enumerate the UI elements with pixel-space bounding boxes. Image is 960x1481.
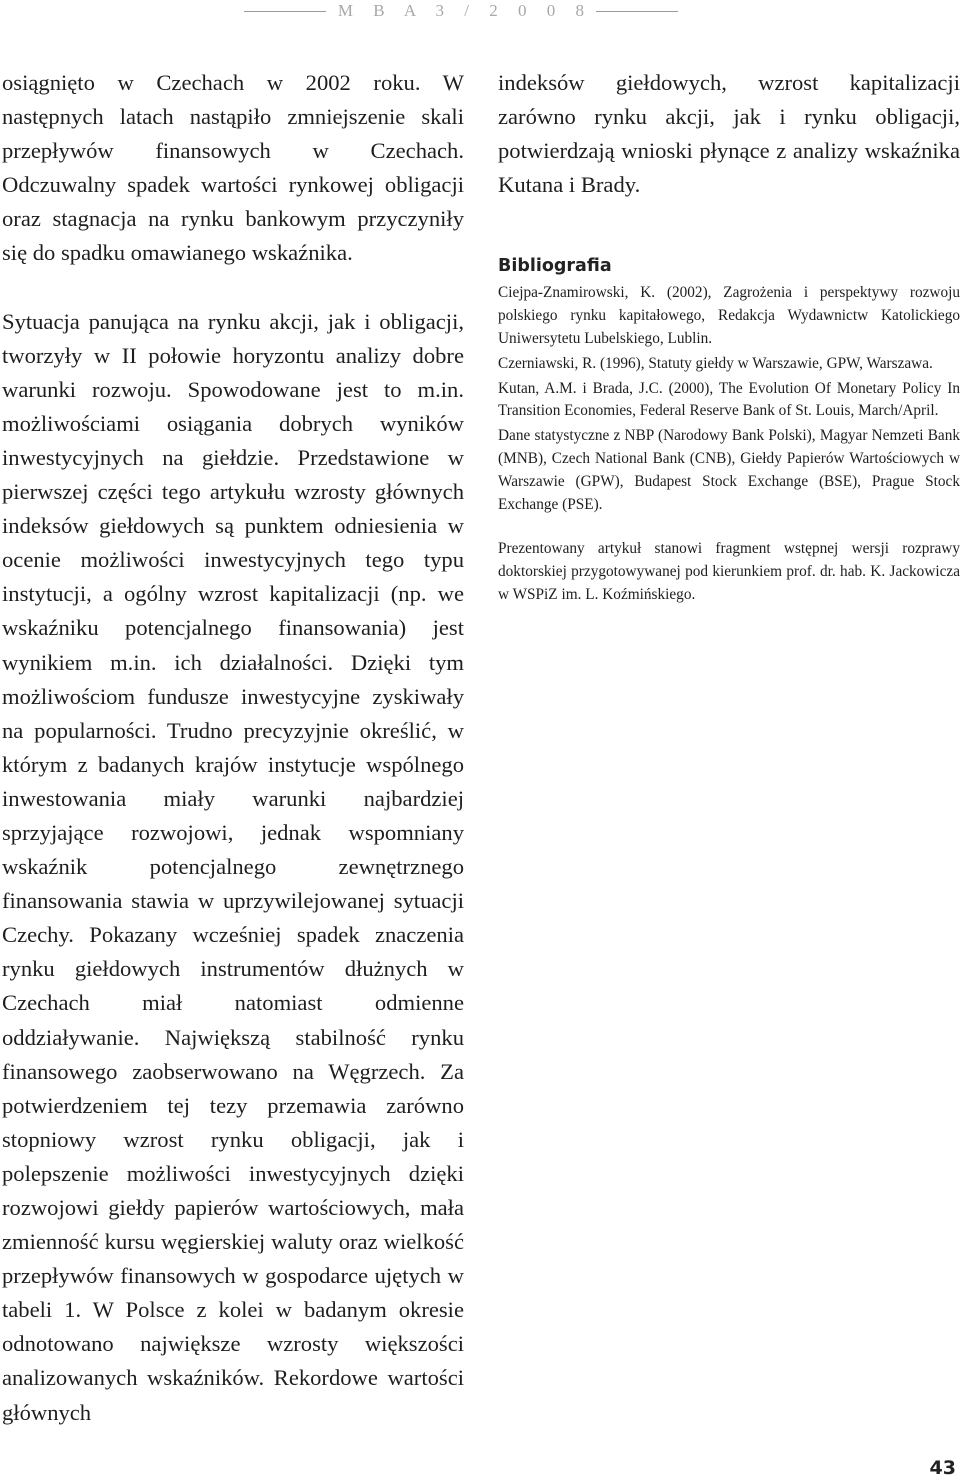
bibliography-entry: Kutan, A.M. i Brada, J.C. (2000), The Evolution Of Monetary Policy In Transition Economies, Federal Reserve Bank of St. Louis, March/April.: [498, 379, 960, 420]
journal-issue-title: M B A 3 / 2 0 0 8: [337, 1, 592, 20]
bibliography-entry: Dane statystyczne z NBP (Narodowy Bank Polski), Magyar Nemzeti Bank (MNB), Czech National Bank (CNB), Giełdy Papierów Wartościowych w Warszawie (GPW), Budapest Stock Exchange (BSE), Prague Stock Exchange (PSE).: [498, 427, 960, 513]
bibliography-list: [498, 282, 960, 516]
bibliography-entry: Ciejpa-Znamirowski, K. (2002), Zagrożenia i perspektywy rozwoju polskiego rynku kapitałowego, Redakcja Wydawnictw Katolickiego Uniwersytetu Lubelskiego, Lublin.: [498, 284, 960, 347]
author-note: Prezentowany artykuł stanowi fragment wstępnej wersji rozprawy doktorskiej przygotowywanej pod kierunkiem prof. dr. hab. K. Jackowicza w WSPiZ im. L. Koźmińskiego.: [498, 540, 960, 603]
body-paragraph: osiągnięto w Czechach w 2002 roku. W następnych latach nastąpiło zmniejszenie skali przepływów finansowych w Czechach. Odczuwalny spadek wartości rynkowej obligacji oraz stagnacja na rynku bankowym przyczyniły się do spadku omawianego wskaźnika.: [2, 70, 464, 266]
header-rule-left: [244, 11, 326, 12]
body-paragraph: Sytuacja panująca na rynku akcji, jak i obligacji, tworzyły w II połowie horyzontu analizy dobre warunki rozwoju. Spowodowane jest to m.in. możliwościami osiągania dobrych wyników inwestycyjnych na giełdzie. Przedstawione w pierwszej części tego artykułu wzrosty głównych indeksów giełdowych są punktem odniesienia w ocenie możliwości inwestycyjnych tego typu instytucji, a ogólny wzrost kapitalizacji (np. we wskaźniku potencjalnego finansowania) jest wynikiem m.in. ich działalności. Dzięki tym możliwościom fundusze inwestycyjne zyskiwały na popularności. Trudno precyzyjnie określić, w którym z badanych krajów instytucje wspólnego inwestowania miały warunki najbardziej sprzyjające rozwojowi, jednak wspomniany wskaźnik potencjalnego zewnętrznego finansowania stawia w uprzywilejowanej sytuacji Czechy. Pokazany wcześniej spadek znaczenia rynku giełdowych instrumentów dłużnych w Czechach miał natomiast odmienne oddziaływanie. Największą stabilność rynku finansowego zaobserwowano na Węgrzech. Za potwierdzeniem tej tezy przemawia zarówno stopniowy wzrost rynku obligacji, jak i polepszenie możliwości inwestycyjnych dzięki rozwojowi giełdy papierów wartościowych, mała zmienność kursu węgierskiej waluty oraz wielkość przepływów finansowych w gospodarce ujętych w tabeli 1. W Polsce z kolei w badanym okresie odnotowano największe wzrosty większości analizowanych wskaźników. Rekordowe wartości głównych: [2, 308, 464, 1425]
header-rule-right: [596, 11, 678, 12]
page-number: 43: [929, 1457, 956, 1479]
right-column: [498, 66, 960, 607]
left-column: [2, 66, 464, 1430]
bibliography-heading: Bibliografia: [498, 256, 612, 277]
bibliography-entry: Czerniawski, R. (1996), Statuty giełdy w Warszawie, GPW, Warszawa.: [498, 354, 933, 372]
body-paragraph: indeksów giełdowych, wzrost kapitalizacji zarówno rynku akcji, jak i rynku obligacji, potwierdzają wnioski płynące z analizy wskaźnika Kutana i Brady.: [498, 70, 960, 198]
running-header: [244, 0, 678, 22]
